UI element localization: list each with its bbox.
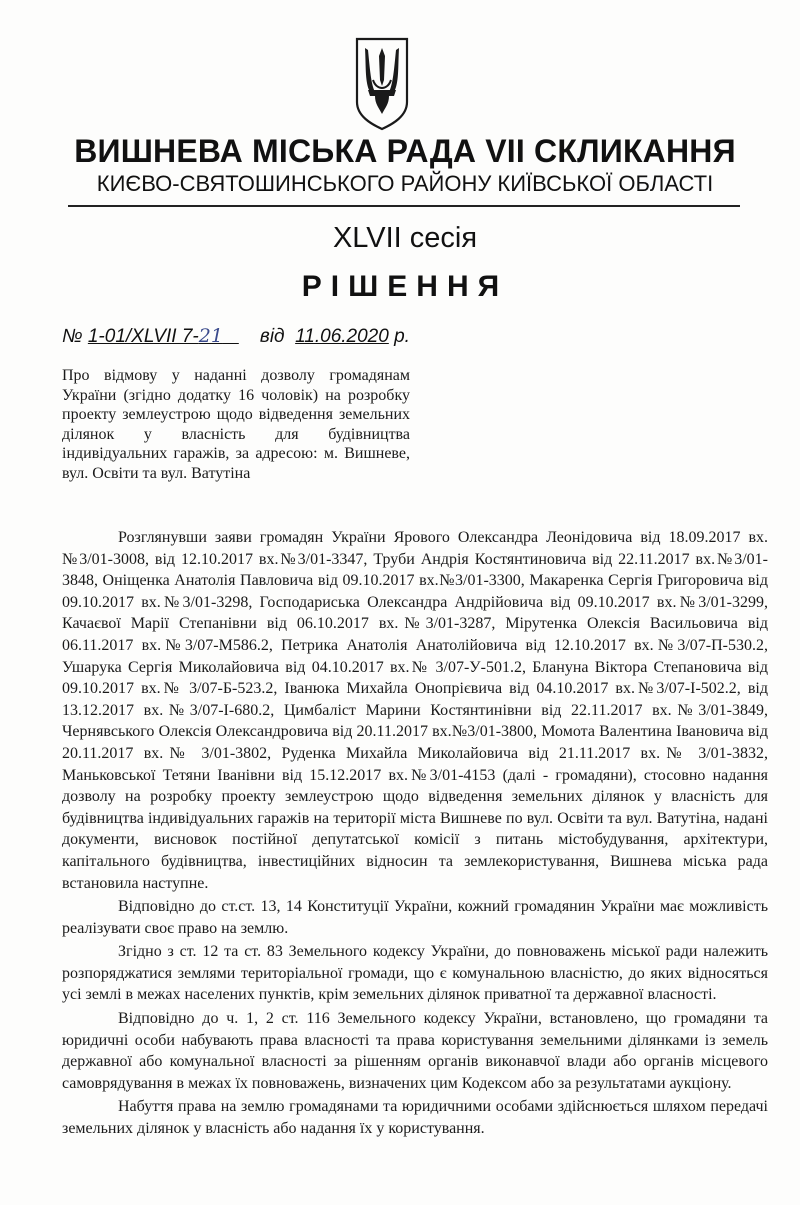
body-paragraph: Відповідно до ч. 1, 2 ст. 116 Земельного кодексу України, встановлено, що громадяни та юридичні особи набувають права власності та права користування земельними ділянками із земель державної або комунальної власності за рішенням органів виконавчої влади або органів місцевого самоврядування в межах їх повноважень, визначених цим Кодексом або за результатами аукціону. (62, 1010, 768, 1092)
handwritten-number: 21 (198, 325, 223, 347)
document-body (62, 527, 768, 1140)
body-paragraph: Згідно з ст. 12 та ст. 83 Земельного кодексу України, до повноважень міської ради належить розпоряджатися землями територіальної громади, що є комунальною власністю, до яких відносяться усі землі в межах населених пунктів, крім земельних ділянок приватної та державної власності. (62, 943, 768, 1004)
date-suffix: р. (394, 326, 410, 347)
tryzub-icon (353, 36, 411, 132)
decision-number (88, 326, 239, 347)
decision-date: 11.06.2020 (295, 326, 389, 347)
date-label: від (259, 326, 285, 347)
decision-number-value: 1-01/XLVII 7- (87, 326, 199, 347)
body-paragraph: Набуття права на землю громадянами та юридичними особами здійснюється шляхом передачі земельних ділянок у власність або надання їх у користування. (62, 1098, 768, 1138)
council-name: ВИШНЕВА МІСЬКА РАДА VII СКЛИКАННЯ (74, 133, 736, 169)
body-paragraph: Розглянувши заяви громадян України Ярового Олександра Леонідовича від 18.09.2017 вх.№3/01-3008, від 12.10.2017 вх.№3/01-3347, Труби Андрія Костянтиновича від 22.11.2017 вх.№3/01-3848, Оніщенка Анатолія Павловича від 09.10.2017 вх.№3/01-3300, Макаренка Сергія Григоровича від 09.10.2017 вх.№3/01-3298, Господариська Олександра Андрійовича від 09.10.2017 вх.№3/01-3299, Качаєвої Марії Степанівни від 06.10.2017 вх.№3/01-3287, Мірутенка Олексія Васильовича від 06.11.2017 вх.№3/07-М586.2, Петрика Анатолія Анатолійовича від 12.10.2017 вх.№3/07-П-530.2, Ушарука Сергія Миколайовича від 04.10.2017 вх.№ 3/07-У-501.2, Блануна Віктора Степановича від 09.10.2017 вх.№ 3/07-Б-523.2, Іванюка Михайла Онопрієвича від 04.10.2017 вх.№3/07-І-502.2, від 13.12.2017 вх.№3/07-І-680.2, Цимбаліст Марини Костянтинівни від 22.11.2017 вх.№3/01-3849, Чернявського Олексія Олександровича від 20.11.2017 вх.№3/01-3800, Момота Валентина Івановича від 20.11.2017 вх.№ 3/01-3802, Руденка Михайла Миколайовича від 21.11.2017 вх.№ 3/01-3832, Маньковської Тетяни Іванівни від 15.12.2017 вх.№3/01-4153 (далі - громадяни), стосовно надання дозволу на розробку проекту землеустрою щодо відведення земельних ділянок у власність для будівництва індивідуальних гаражів на території міста Вишневе по вул. Освіти та вул. Ватутіна, надані документи, висновок постійної депутатської комісії з питань містобудування, архітектури, капітального будівництва, інвестиційних відносин та землекористування, Вишнева міська рада встановила наступне. (62, 529, 768, 892)
session-title: XLVII сесія (332, 222, 478, 254)
body-paragraph: Відповідно до ст.ст. 13, 14 Конституції України, кожний громадянин України має можливість реалізувати своє право на землю. (62, 898, 768, 937)
decision-subject: Про відмову у наданні дозволу громадянам України (згідно додатку 16 чоловік) на розробку проекту землеустрою щодо відведення земельних ділянок у власність для будівництва індивідуальних гаражів, за адресою: м. Вишневе, вул. Освіти та вул. Ватутіна (62, 367, 410, 482)
decision-number-line (62, 325, 562, 348)
district-name: КИЄВО-СВЯТОШИНСЬКОГО РАЙОНУ КИЇВСЬКОЇ ОБЛАСТІ (96, 171, 714, 196)
header-divider (68, 205, 740, 207)
number-prefix: № (62, 326, 83, 347)
document-type: РІШЕННЯ (301, 270, 509, 303)
